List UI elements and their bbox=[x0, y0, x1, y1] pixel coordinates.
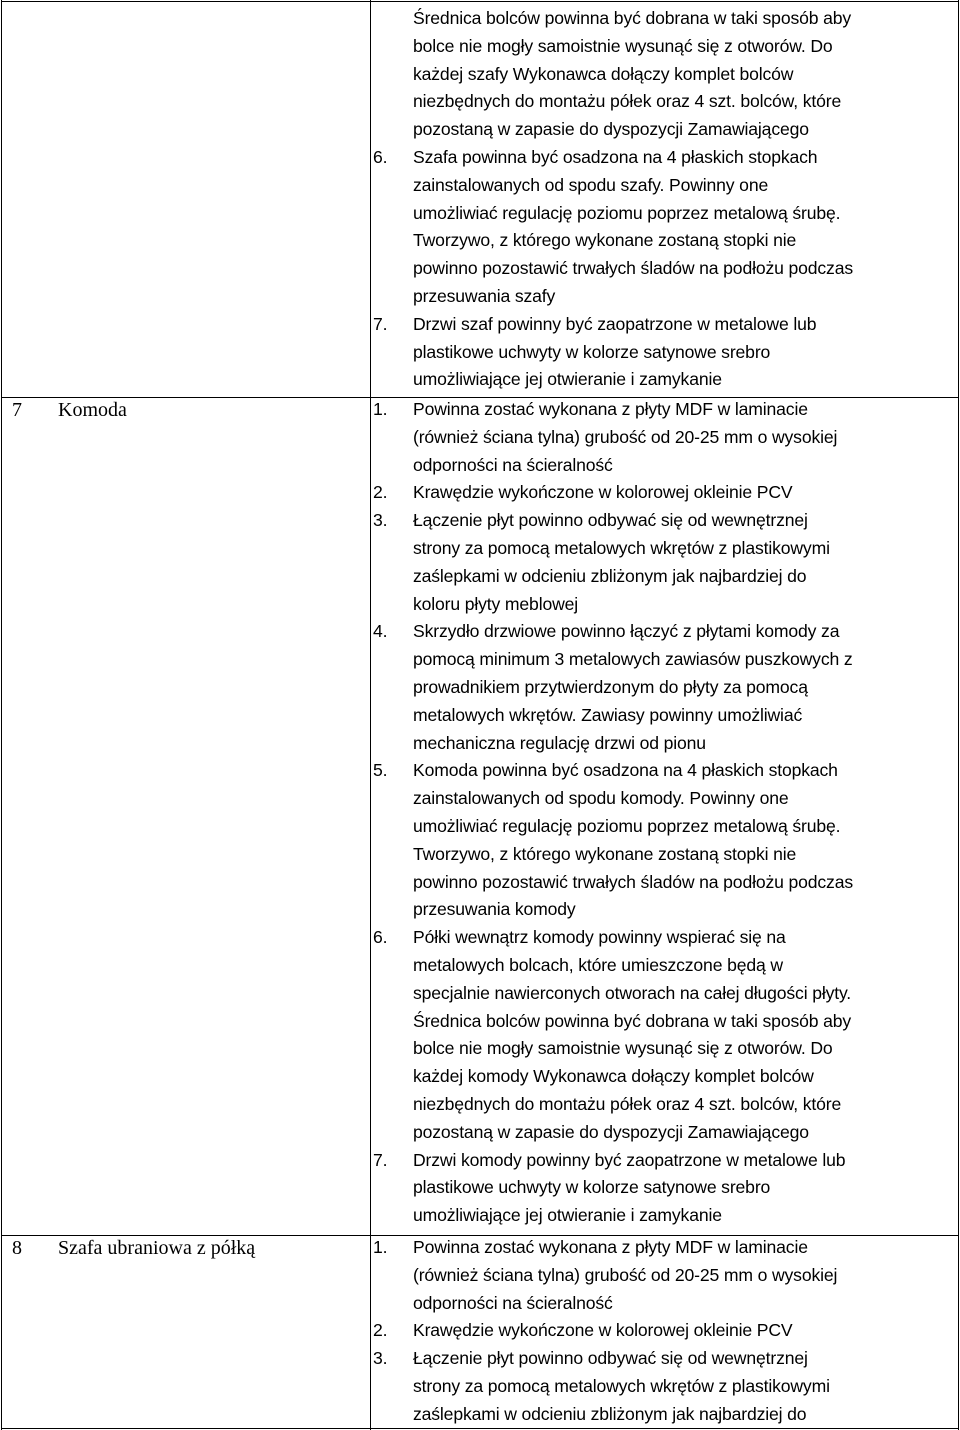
row-name: Szafa ubraniowa z półką bbox=[58, 1237, 256, 1259]
item-number: 1. bbox=[373, 399, 388, 419]
list-item bbox=[373, 1147, 958, 1230]
row-label-komoda bbox=[12, 396, 127, 424]
item-text: Półki wewnątrz komody powinny wspierać się na metalowych bolcach, które umieszczone będą w specjalnie nawierconych otworach na całej długości płyty. Średnica bolców powinna być dobrana w taki sposób aby bolce nie mogły samoistnie wysunąć się z otworów. Do każdej komody Wykonawca dołączy komplet bolców niezbędnych do montażu półek oraz 4 szt. bolców, które pozostaną w zapasie do dyspozycji Zamawiającego bbox=[413, 927, 852, 1142]
row-number: 7 bbox=[12, 399, 22, 421]
table-border-top bbox=[1, 1, 959, 2]
item-number: 1. bbox=[373, 1237, 388, 1257]
item-number: 7. bbox=[373, 1149, 388, 1170]
item-text: Drzwi szaf powinny być zaopatrzone w metalowe lub plastikowe uchwyty w kolorze satynowe srebro umożliwiające jej otwieranie i zamykanie bbox=[413, 313, 817, 390]
item-text: Komoda powinna być osadzona na 4 płaskich stopkach zainstalowanych od spodu komody. Powinny one umożliwiać regulację poziomu poprzez metalową śrubę. Tworzywo, z którego wykonane zostaną stopki nie powinno pozostawić trwałych śladów na podłożu podczas przesuwania komody bbox=[413, 760, 853, 920]
row-name: Komoda bbox=[58, 399, 127, 421]
item-number: 3. bbox=[373, 510, 388, 531]
item-text: Krawędzie wykończone w kolorowej okleinie PCV bbox=[413, 482, 793, 503]
table-border-left bbox=[1, 0, 2, 1430]
list-item bbox=[373, 144, 958, 311]
item-text: Powinna zostać wykonana z płyty MDF w laminacie (również ściana tylna) grubość od 20-25 mm o wysokiej odporności na ścieralność bbox=[413, 1237, 838, 1313]
item-number: 2. bbox=[373, 482, 388, 503]
item-number: 6. bbox=[373, 927, 388, 948]
top-continuation-cell bbox=[373, 5, 958, 394]
item-number: 7. bbox=[373, 313, 388, 334]
list-item bbox=[373, 479, 958, 507]
item-number: 4. bbox=[373, 621, 388, 642]
szafa-ubraniowa-requirements-list bbox=[373, 1234, 958, 1429]
list-item bbox=[373, 1317, 958, 1345]
row-number: 8 bbox=[12, 1237, 22, 1259]
list-item bbox=[373, 1234, 958, 1317]
item-number: 6. bbox=[373, 146, 388, 167]
table-border-right bbox=[958, 0, 959, 1430]
list-item bbox=[373, 757, 958, 924]
komoda-requirements-list bbox=[373, 396, 958, 1230]
item-text: Krawędzie wykończone w kolorowej okleinie PCV bbox=[413, 1320, 793, 1341]
list-item bbox=[373, 1345, 958, 1428]
item-number: 2. bbox=[373, 1320, 388, 1341]
row-label-szafa-ubraniowa bbox=[12, 1234, 255, 1262]
list-item bbox=[373, 618, 958, 757]
item-number: 5. bbox=[373, 760, 388, 781]
continuation-paragraph: Średnica bolców powinna być dobrana w taki sposób aby bolce nie mogły samoistnie wysunąć się z otworów. Do każdej szafy Wykonawca dołączy komplet bolców niezbędnych do montażu półek oraz 4 szt. bolców, które pozostaną w zapasie do dyspozycji Zamawiającego bbox=[413, 8, 852, 140]
list-item bbox=[373, 396, 958, 479]
list-item bbox=[373, 924, 958, 1146]
item-text: Łączenie płyt powinno odbywać się od wewnętrznej strony za pomocą metalowych wkrętów z plastikowymi zaślepkami w odcieniu zbliżonym jak najbardziej do koloru płyty meblowej bbox=[413, 510, 830, 614]
list-item bbox=[373, 507, 958, 618]
table-column-divider bbox=[370, 0, 371, 1430]
item-number: 3. bbox=[373, 1348, 388, 1369]
item-text: Łączenie płyt powinno odbywać się od wewnętrznej strony za pomocą metalowych wkrętów z plastikowymi zaślepkami w odcieniu zbliżonym jak najbardziej do bbox=[413, 1348, 830, 1424]
item-text: Skrzydło drzwiowe powinno łączyć z płytami komody za pomocą minimum 3 metalowych zawiasów puszkowych z prowadnikiem przytwierdzonym do płyty za pomocą metalowych wkrętów. Zawiasy powinny umożliwiać mechaniczna regulację drzwi od pionu bbox=[413, 621, 853, 753]
list-item bbox=[373, 311, 958, 394]
item-text: Szafa powinna być osadzona na 4 płaskich stopkach zainstalowanych od spodu szafy. Powinny one umożliwiać regulację poziomu poprzez metalową śrubę. Tworzywo, z którego wykonane zostaną stopki nie powinno pozostawić trwałych śladów na podłożu podczas przesuwania szafy bbox=[413, 146, 853, 306]
item-text: Powinna zostać wykonana z płyty MDF w laminacie (również ściana tylna) grubość od 20-25 mm o wysokiej odporności na ścieralność bbox=[413, 399, 838, 475]
item-text: Drzwi komody powinny być zaopatrzone w metalowe lub plastikowe uchwyty w kolorze satynowe srebro umożliwiające jej otwieranie i zamykanie bbox=[413, 1149, 846, 1226]
